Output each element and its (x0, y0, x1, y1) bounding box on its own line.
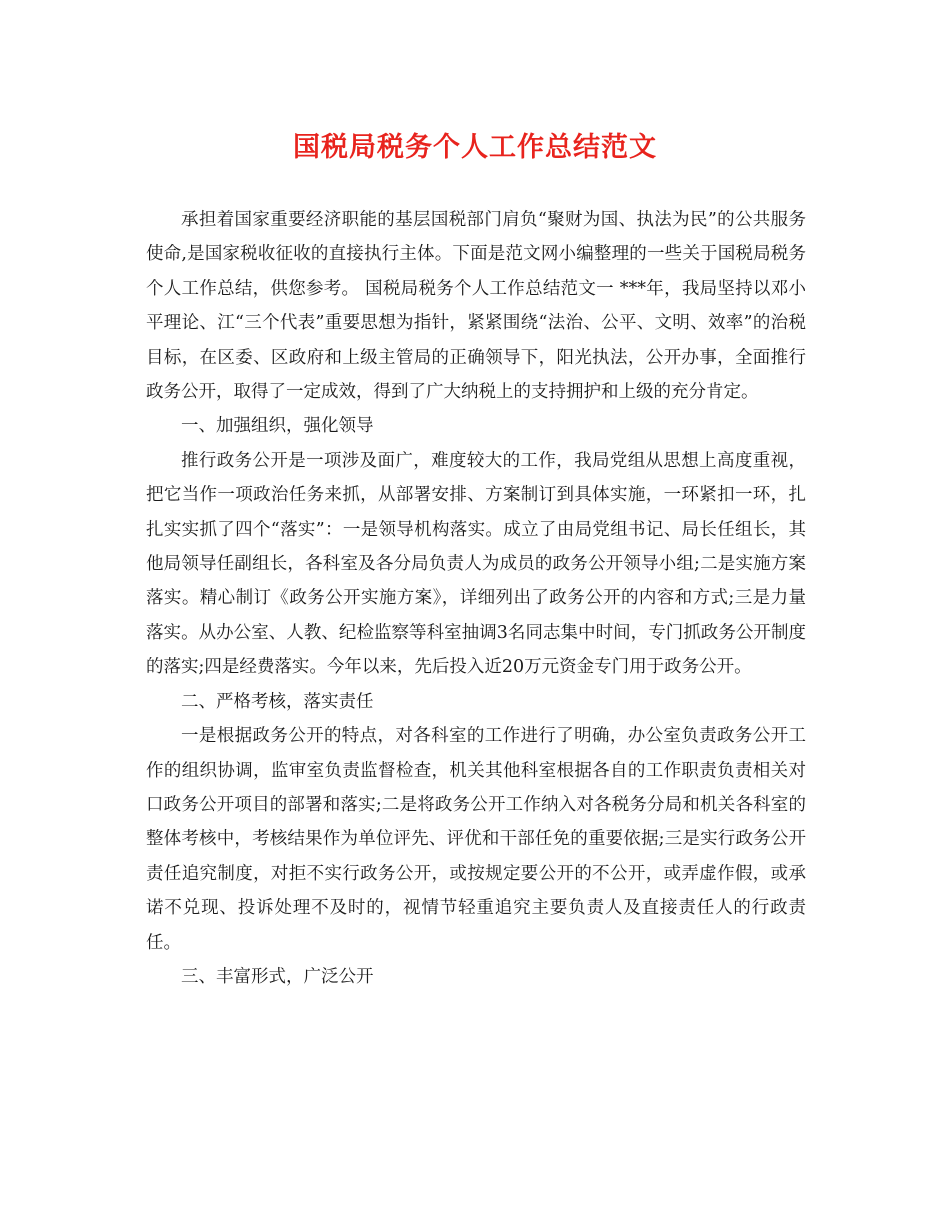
section-heading-3: 三、丰富形式，广泛公开 (181, 966, 374, 987)
section-paragraph-1: 推行政务公开是一项涉及面广，难度较大的工作，我局党组从思想上高度重视，把它当作一项政治任务来抓，从部署安排、方案制订到具体实施，一环紧扣一环，扎扎实实抓了四个“落实”：一是领导机构落实。成立了由局党组书记、局长任组长，其他局领导任副组长，各科室及各分局负责人为成员的政务公开领导小组;二是实施方案落实。精心制订《政务公开实施方案》，详细列出了政务公开的内容和方式;三是力量落实。从办公室、人教、纪检监察等科室抽调3名同志集中时间，专门抓政务公开制度的落实;四是经费落实。今年以来，先后投入近20万元资金专门用于政务公开。 (146, 450, 806, 678)
section-heading-2: 二、严格考核，落实责任 (181, 691, 374, 712)
section-paragraph-2: 一是根据政务公开的特点，对各科室的工作进行了明确，办公室负责政务公开工作的组织协调，监审室负责监督检查，机关其他科室根据各自的工作职责负责相关对口政务公开项目的部署和落实;二是将政务公开工作纳入对各税务分局和机关各科室的整体考核中，考核结果作为单位评先、评优和干部任免的重要依据;三是实行政务公开责任追究制度，对拒不实行政务公开，或按规定要公开的不公开，或弄虚作假，或承诺不兑现、投诉处理不及时的，视情节轻重追究主要负责人及直接责任人的行政责任。 (146, 726, 806, 953)
section-heading-1: 一、加强组织，强化领导 (181, 416, 374, 437)
document-title: 国税局税务个人工作总结范文 (293, 132, 657, 163)
document-body (146, 203, 806, 994)
intro-paragraph: 承担着国家重要经济职能的基层国税部门肩负“聚财为国、执法为民”的公共服务使命,是国家税收征收的直接执行主体。下面是范文网小编整理的一些关于国税局税务个人工作总结，供您参考。 国税局税务个人工作总结范文一 ***年，我局坚持以邓小平理论、江“三个代表”重要思想为指针，紧紧围绕“法治、公平、文明、效率”的治税目标，在区委、区政府和上级主管局的正确领导下，阳光执法，公开办事，全面推行政务公开，取得了一定成效，得到了广大纳税上的支持拥护和上级的充分肯定。 (146, 210, 806, 403)
